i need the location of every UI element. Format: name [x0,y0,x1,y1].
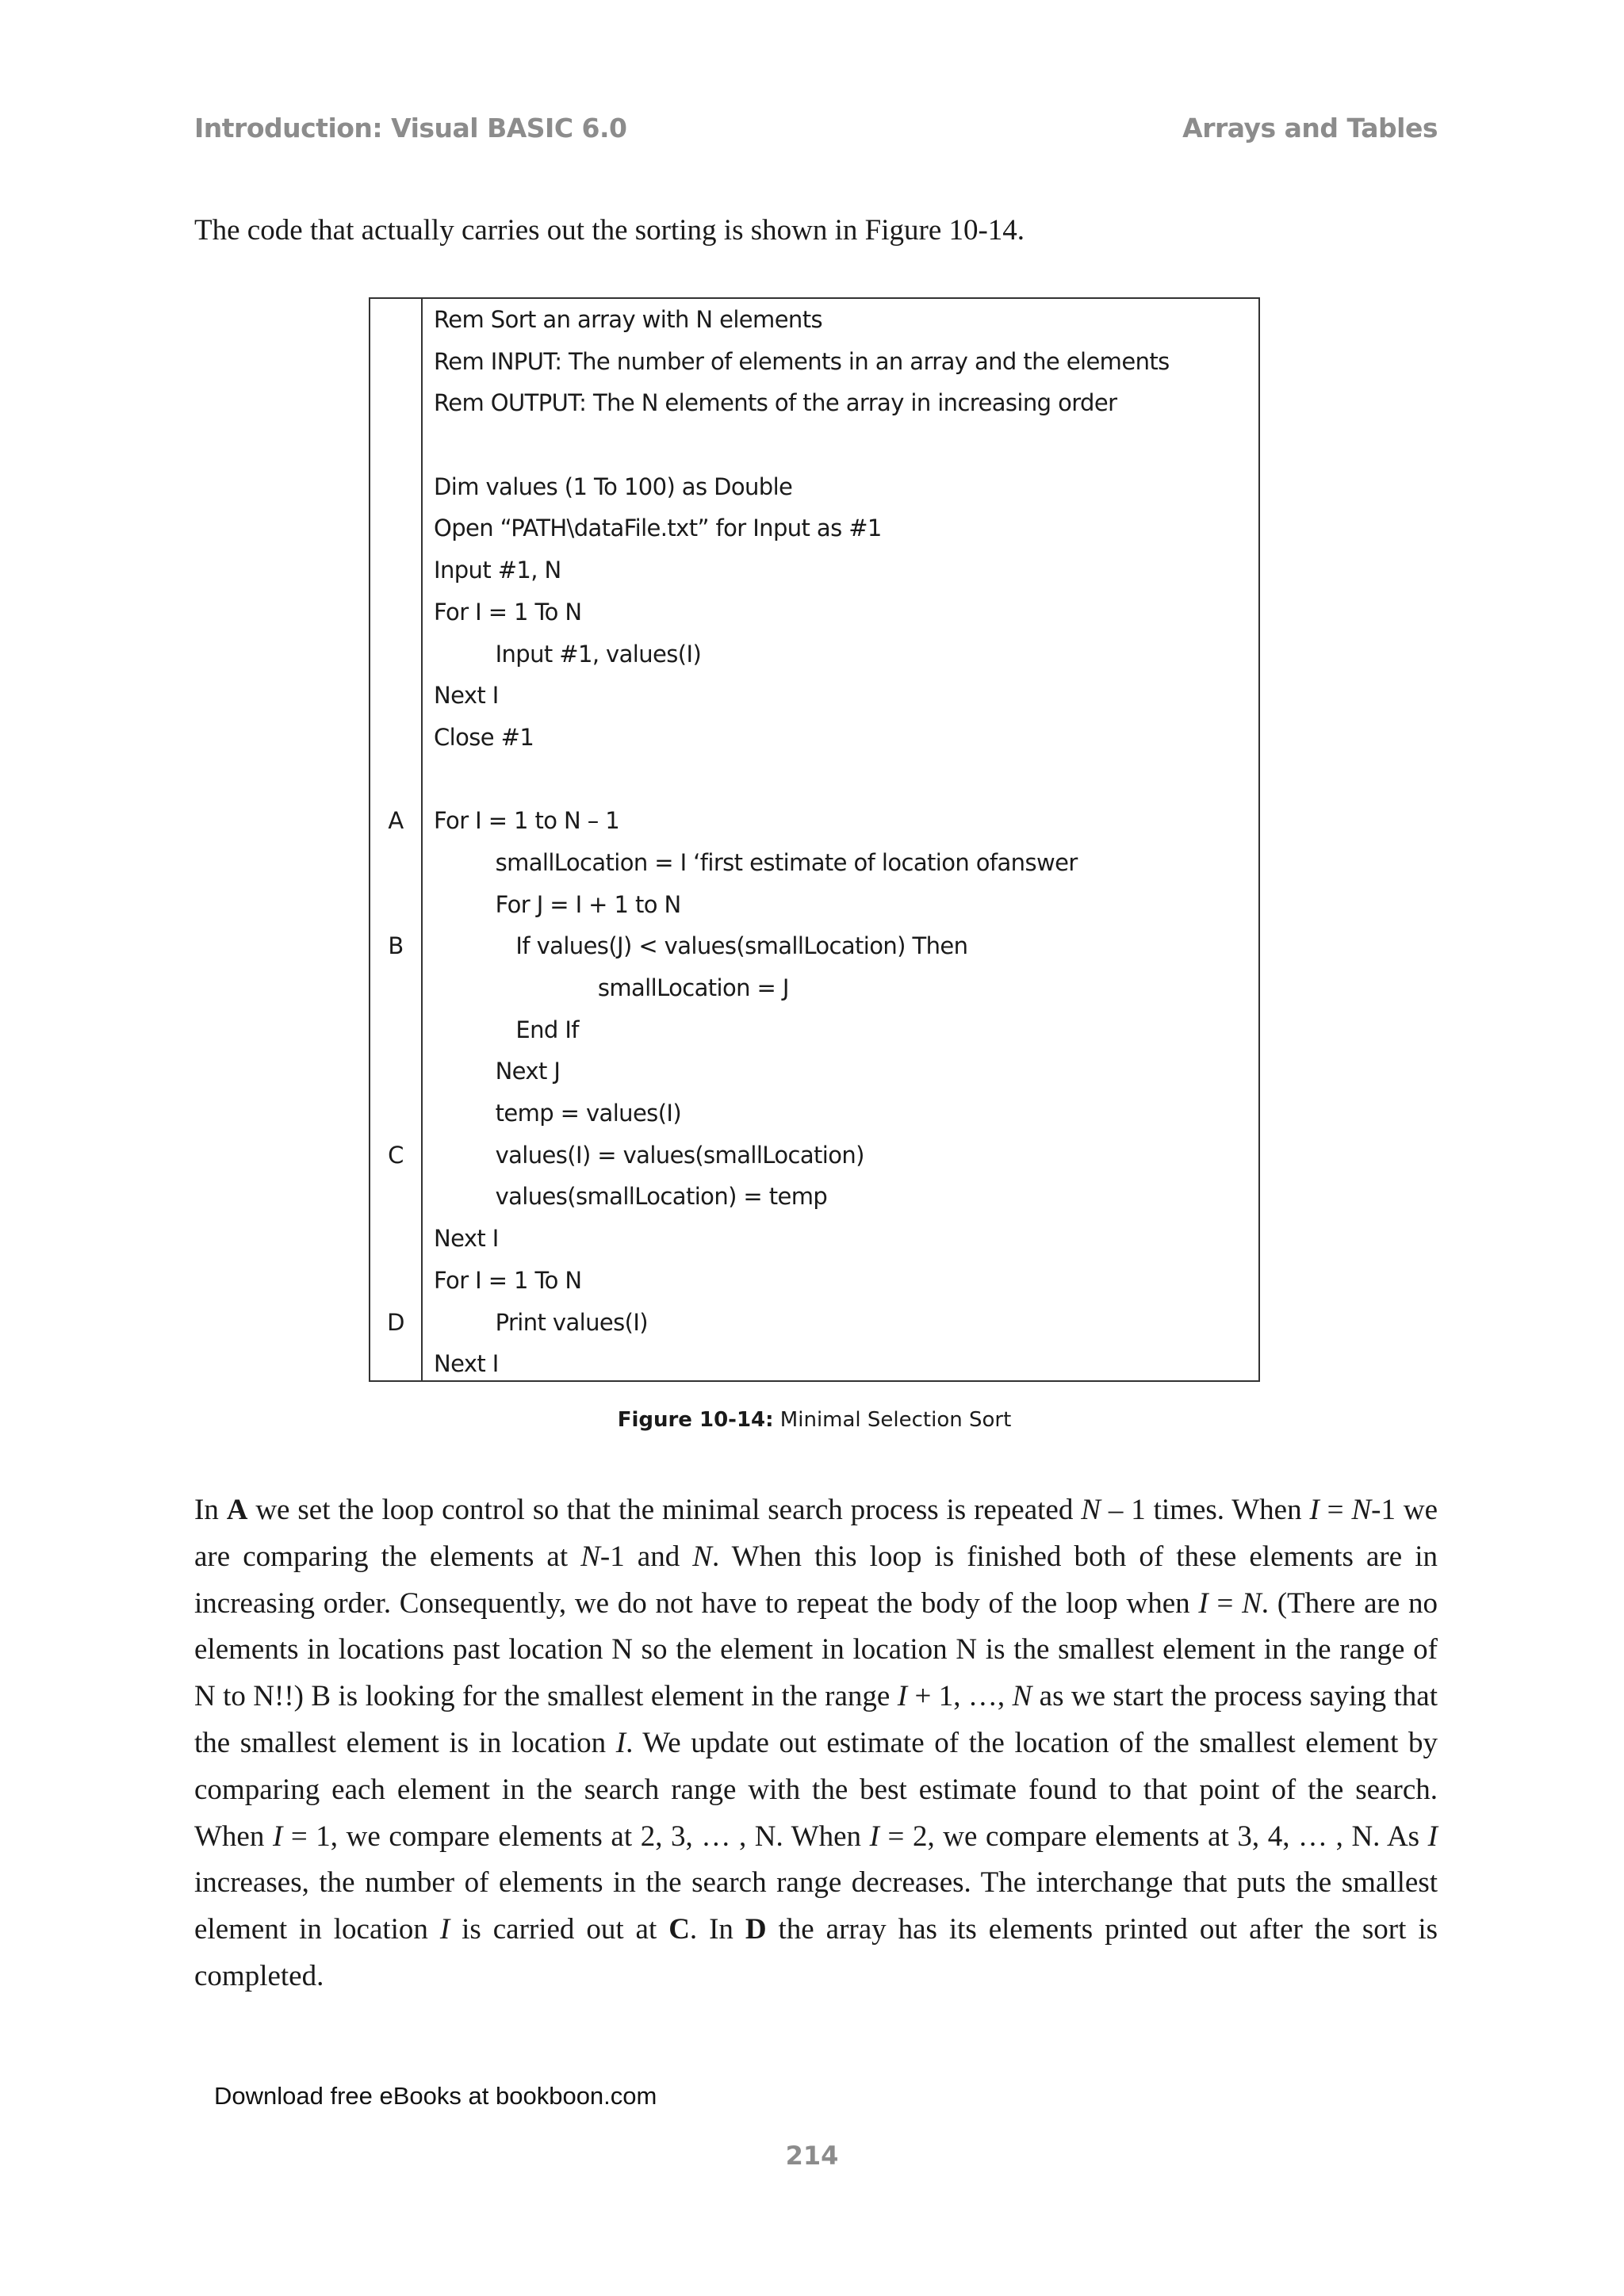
code-line: Rem OUTPUT: The N elements of the array in increasing order [434,389,1117,417]
code-line: Next I [434,1350,499,1378]
code-line: Rem INPUT: The number of elements in an array and the elements [434,347,1170,375]
code-line: For I = 1 to N – 1 [434,807,620,835]
body-math-var: I [1198,1586,1208,1620]
body-text-run: we set the loop control so that the minimal search process is repeated [247,1494,1082,1526]
body-bold-ref: A [226,1494,248,1526]
code-line: Input #1, values(I) [434,640,702,668]
section-label [370,1093,421,1135]
section-label: C [388,1141,404,1169]
body-math-var: I [897,1680,908,1713]
section-label [370,1218,421,1260]
code-line: For I = 1 To N [434,1266,582,1294]
code-line [423,759,1258,801]
section-label [370,967,421,1009]
intro-paragraph: The code that actually carries out the sorting is shown in Figure 10-14. [194,214,1025,247]
body-text-run: -1 and [599,1540,693,1573]
body-math-var: I [439,1913,450,1946]
section-label [370,549,421,591]
body-text-run: = 2, we compare elements at 3, 4, … , N. As [879,1820,1428,1853]
section-label [370,842,421,884]
body-paragraph [194,1487,1438,2000]
code-line: For J = I + 1 to N [434,890,681,918]
body-math-var: N [1012,1680,1032,1713]
code-line: smallLocation = I ‘first estimate of location ofanswer [434,848,1078,876]
body-text-run: is carried out at [450,1913,669,1946]
code-line: If values(J) < values(smallLocation) Then [434,932,968,960]
running-header [194,113,1438,152]
body-text-run: + 1, …, [907,1680,1013,1713]
body-text-run: = 1, we compare elements at 2, 3, … , N. When [282,1820,870,1853]
section-label [370,1343,421,1385]
body-text-run: increases, the number of elements in the search range decreases. The interchange that puts the smallest element in location [194,1866,1438,1946]
section-label [370,299,421,341]
body-text-run: . (There are no elements in locations past location N so the element in location N is the smallest element in the range of N to N!!) B is looking for the smallest element in the range [194,1586,1438,1713]
code-line: Input #1, N [434,557,561,584]
section-label [370,759,421,801]
body-text-run: . We update out estimate of the location of the smallest element by comparing each element in the search range with the best estimate found to that point of the search. When [194,1726,1438,1853]
body-math-var: I [1427,1820,1438,1853]
page-number: 214 [785,2141,839,2171]
code-column [423,299,1258,1380]
code-line: Rem Sort an array with N elements [434,306,822,333]
section-label [370,1009,421,1051]
section-label [370,633,421,675]
code-line: End If [434,1016,579,1043]
body-bold-ref: D [745,1913,767,1946]
body-math-var: N [1081,1494,1101,1526]
body-math-var: N [1242,1586,1262,1620]
section-label [370,466,421,508]
section-label [370,1176,421,1218]
code-line: Close #1 [434,723,534,751]
section-label [370,591,421,633]
section-label [370,1050,421,1093]
code-line: values(I) = values(smallLocation) [434,1141,864,1169]
section-label [370,424,421,466]
section-label [370,884,421,926]
code-line: For I = 1 To N [434,598,582,626]
download-link[interactable]: Download free eBooks at bookboon.com [214,2082,657,2110]
section-label [370,675,421,717]
body-math-var: I [615,1726,626,1759]
body-math-var: N [692,1540,712,1573]
code-figure-table [369,297,1260,1382]
section-label: B [388,932,404,960]
body-text-run: as we start the process saying that the smallest element is in location [194,1680,1438,1759]
body-text-run: the array has its elements printed out after the sort is completed. [194,1913,1438,1992]
code-line: Print values(I) [434,1308,648,1336]
body-math-var: N [1351,1494,1372,1526]
section-label: A [388,807,404,835]
body-text-run: – 1 times. When [1100,1494,1310,1526]
body-math-var: I [272,1820,283,1853]
header-chapter-title: Arrays and Tables [1182,113,1438,144]
body-text-run: -1 we are comparing the elements at [194,1494,1438,1573]
code-line: smallLocation = J [434,974,789,1001]
body-text-run: = [1208,1586,1243,1620]
section-label: D [387,1308,404,1336]
body-text-run: . In [689,1913,745,1946]
code-line: Open “PATH\dataFile.txt” for Input as #1 [434,515,882,542]
body-text-run: In [194,1494,227,1526]
figure-caption [369,1408,1260,1432]
header-book-title: Introduction: Visual BASIC 6.0 [194,113,627,144]
code-line: Next I [434,682,499,710]
body-text-run: = [1319,1494,1352,1526]
caption-label: Figure 10-14: [617,1408,774,1432]
section-label [370,1260,421,1302]
code-line: Next I [434,1225,499,1253]
code-line: values(smallLocation) = temp [434,1183,828,1211]
body-math-var: N [580,1540,600,1573]
body-math-var: I [1309,1494,1320,1526]
section-label [370,507,421,549]
caption-text: Minimal Selection Sort [773,1408,1012,1432]
code-line [423,424,1258,466]
body-bold-ref: C [668,1913,690,1946]
section-label [370,341,421,383]
section-label-column [370,299,423,1380]
code-line: Dim values (1 To 100) as Double [434,473,793,500]
code-line: temp = values(I) [434,1100,682,1127]
section-label [370,382,421,424]
body-math-var: I [869,1820,879,1853]
body-text-run: . When this loop is finished both of these elements are in increasing order. Consequently, we do not have to repeat the body of the loop when [194,1540,1438,1620]
code-line: Next J [434,1058,561,1085]
section-label [370,717,421,759]
